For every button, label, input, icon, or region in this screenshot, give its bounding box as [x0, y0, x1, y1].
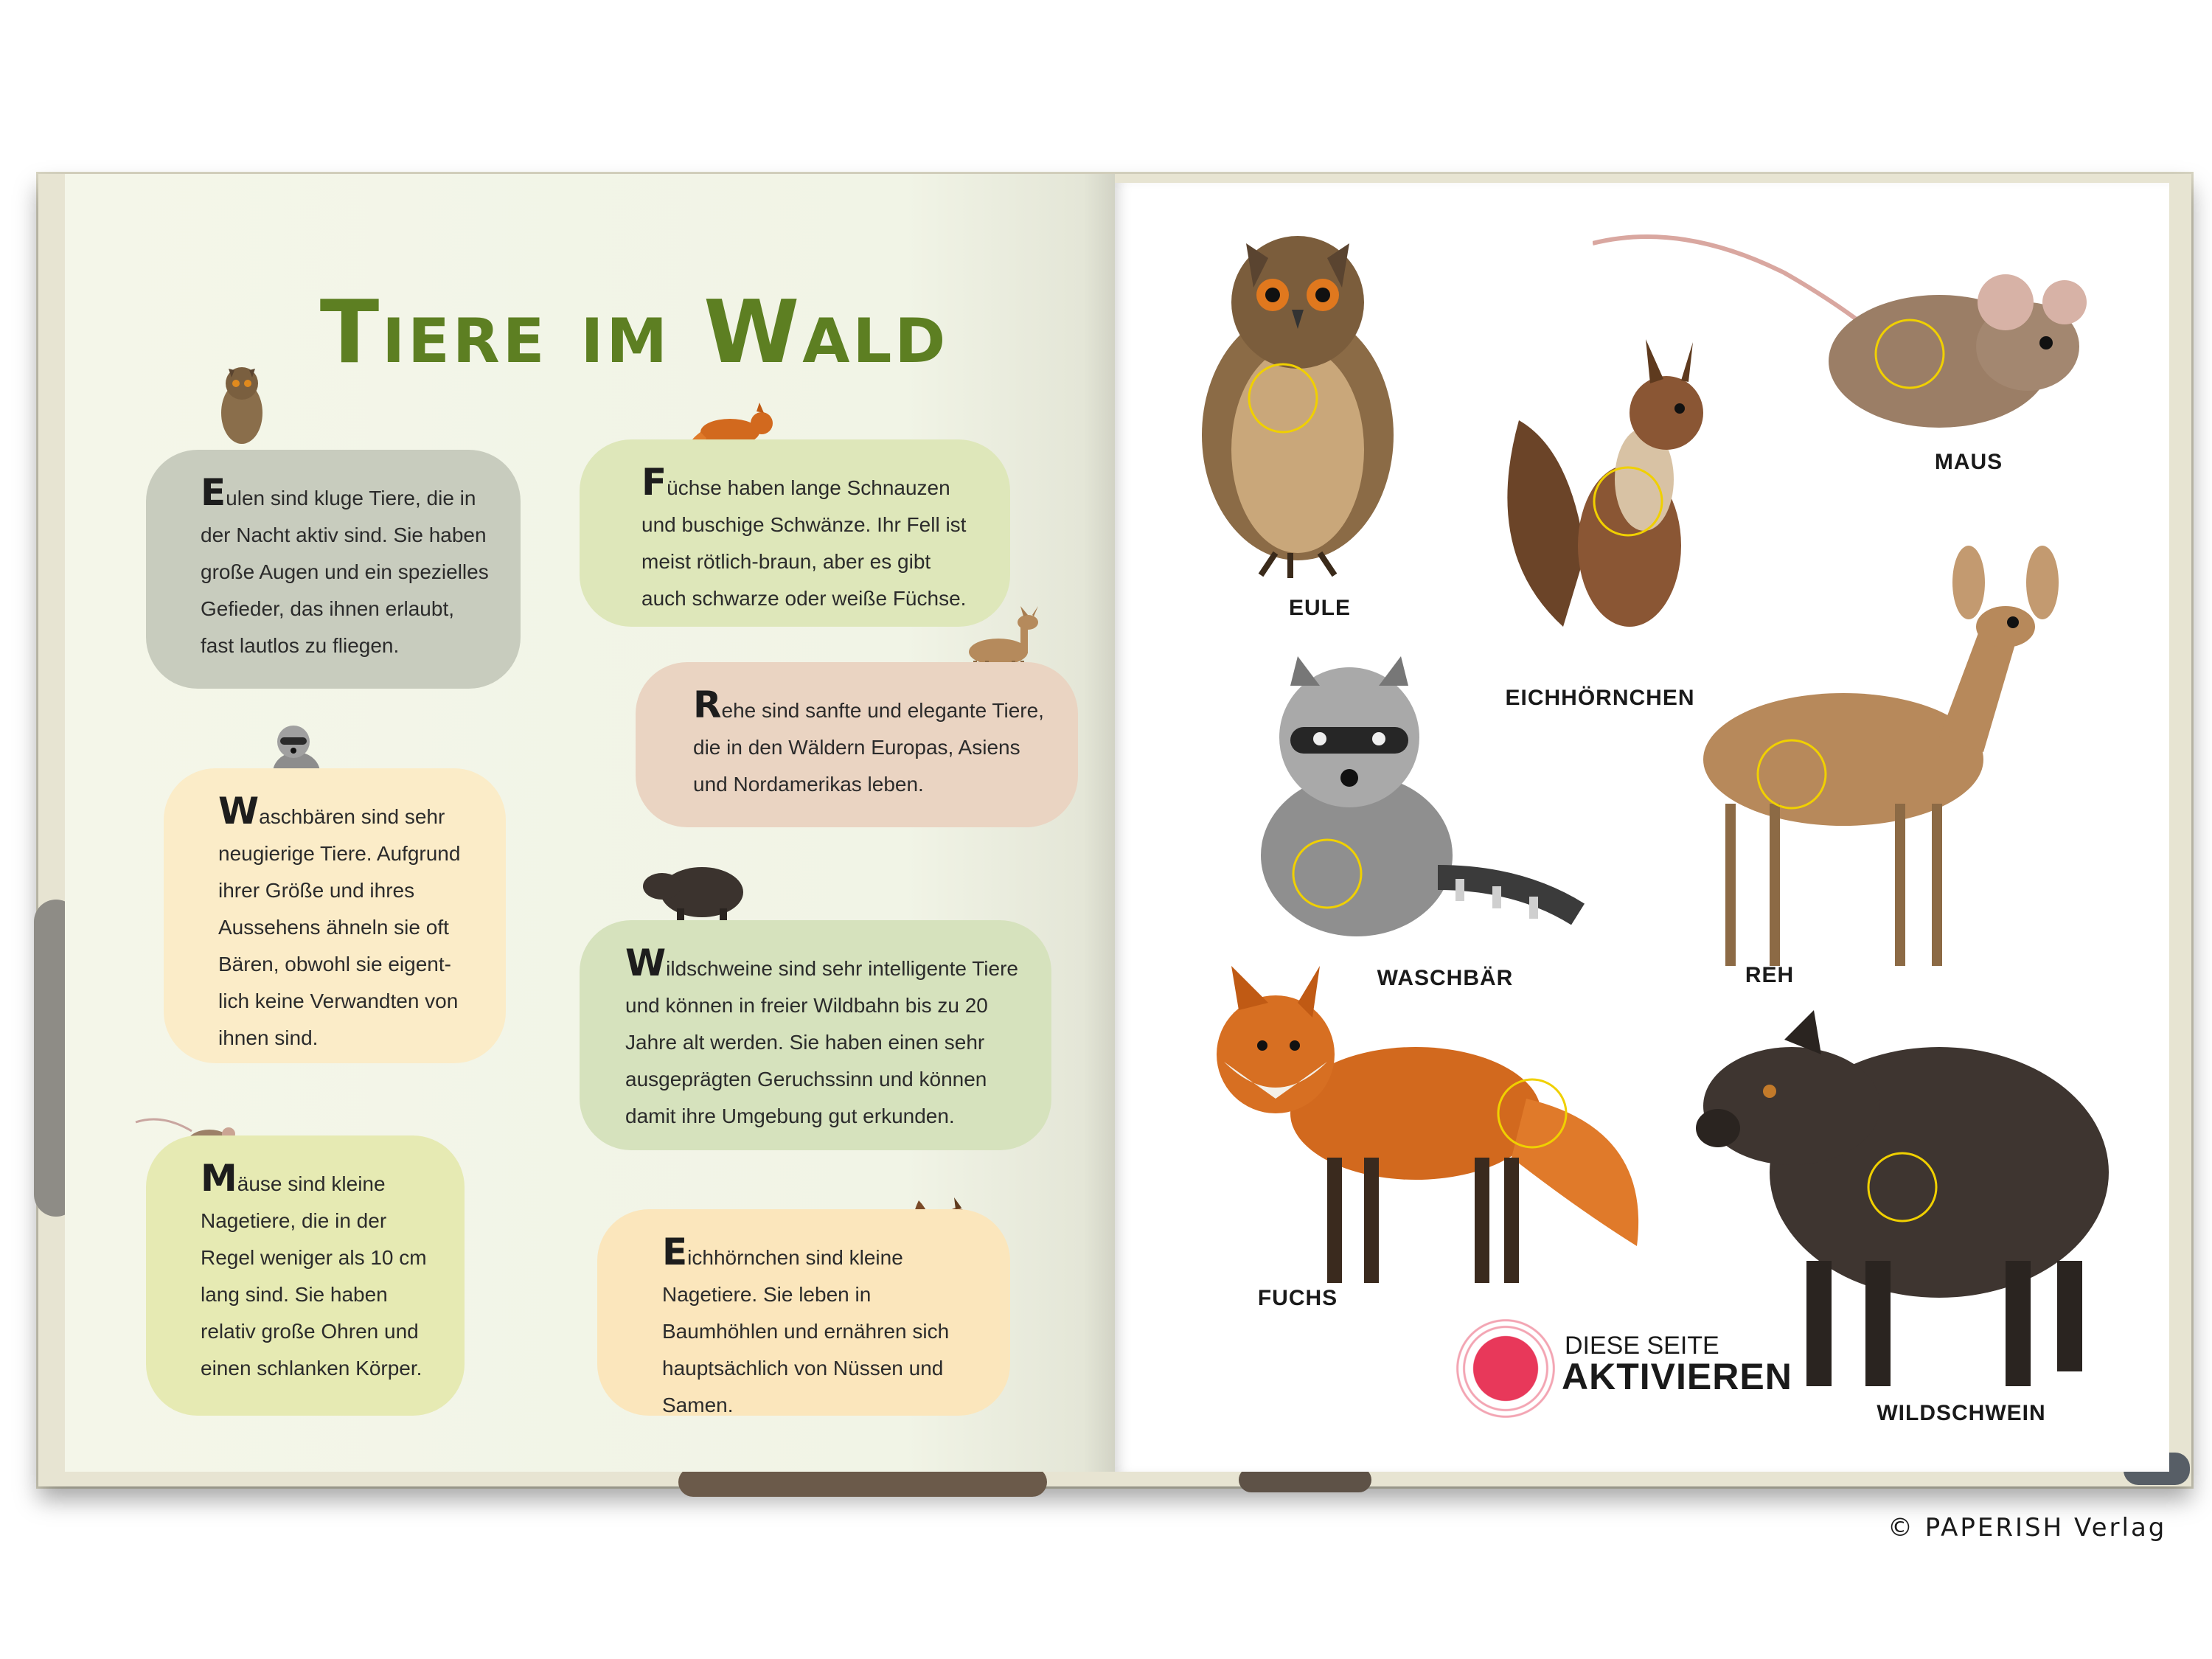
bubble-waschbaer-initial: W [218, 790, 260, 832]
bubble-eichhoernchen [597, 1209, 1010, 1416]
page-title: Tiere im Wald [319, 281, 949, 383]
bubble-fuchs-initial: F [641, 461, 667, 504]
bubble-maus [146, 1135, 465, 1416]
bubble-waschbaer-text: aschbären sind sehr neugierige Tiere. Aufgrund ihrer Größe und ihres Aussehens ähneln sie oft Bären, obwohl sie eigent-lich keine Verwandten von ihnen sind. [218, 805, 461, 1049]
bubble-waschbaer [164, 768, 506, 1063]
activate-page-icon[interactable] [1454, 1317, 1557, 1420]
bubble-eule-text: ulen sind kluge Tiere, die in der Nacht aktiv sind. Sie haben große Augen und ein spezielles Gefieder, das ihnen erlaubt, fast lautlos zu fliegen. [201, 487, 489, 657]
bubble-eichhoernchen-text: ichhörnchen sind kleine Nagetiere. Sie leben in Baumhöhlen und ernähren sich hauptsächlich von Nüssen und Samen. [662, 1246, 950, 1416]
bubble-eule-initial: E [201, 471, 226, 514]
label-reh: REH [1745, 963, 1795, 987]
deer-illustration[interactable] [1674, 546, 2087, 973]
fox-illustration[interactable] [1194, 966, 1666, 1298]
bubble-fuchs-text: üchse haben lange Schnauzen und buschige Schwänze. Ihr Fell ist meist rötlich-braun, aber es gibt auch schwarze oder weiße Füchse. [641, 476, 967, 610]
raccoon-illustration[interactable] [1239, 656, 1585, 951]
bubble-wildschwein-initial: W [625, 942, 667, 984]
activate-line2[interactable]: AKTIVIEREN [1562, 1356, 1792, 1397]
bubble-wildschwein-text: ildschweine sind sehr intelligente Tiere und können in freier Wildbahn bis zu 20 Jahre alt werden. Sie haben einen sehr ausgeprägten Geruchssinn und können damit ihre Umgebung gut erkunden. [625, 957, 1018, 1127]
bubble-reh-text: ehe sind sanfte und elegante Tiere, die in den Wäldern Europas, Asiens und Nordamerikas leben. [693, 699, 1044, 796]
bubble-reh [636, 662, 1078, 827]
owl-thumbnail [205, 361, 279, 450]
mouse-illustration[interactable] [1593, 229, 2094, 435]
label-maus: MAUS [1934, 450, 2003, 474]
label-waschbaer: WASCHBÄR [1377, 966, 1514, 990]
label-eichhoernchen: EICHHÖRNCHEN [1505, 686, 1695, 710]
label-fuchs: FUCHS [1257, 1286, 1338, 1310]
bubble-fuchs [580, 439, 1010, 627]
cover-animal-edge-bottom-left [678, 1467, 1047, 1497]
activate-line1[interactable]: DIESE SEITE [1565, 1332, 1719, 1360]
bubble-maus-text: äuse sind kleine Nagetiere, die in der Regel weniger als 10 cm lang sind. Sie haben relativ große Ohren und einen schlanken Körper. [201, 1172, 427, 1380]
bubble-maus-initial: M [201, 1157, 237, 1200]
owl-illustration[interactable] [1172, 214, 1423, 582]
bubble-reh-initial: R [693, 684, 722, 726]
bubble-eichhoernchen-initial: E [662, 1231, 688, 1273]
copyright-notice: © PAPERISH Verlag [1888, 1513, 2167, 1543]
label-wildschwein: WILDSCHWEIN [1877, 1401, 2046, 1425]
boar-illustration[interactable] [1696, 981, 2124, 1394]
bubble-eule [146, 450, 521, 689]
bubble-wildschwein [580, 920, 1051, 1150]
label-eule: EULE [1288, 596, 1351, 620]
